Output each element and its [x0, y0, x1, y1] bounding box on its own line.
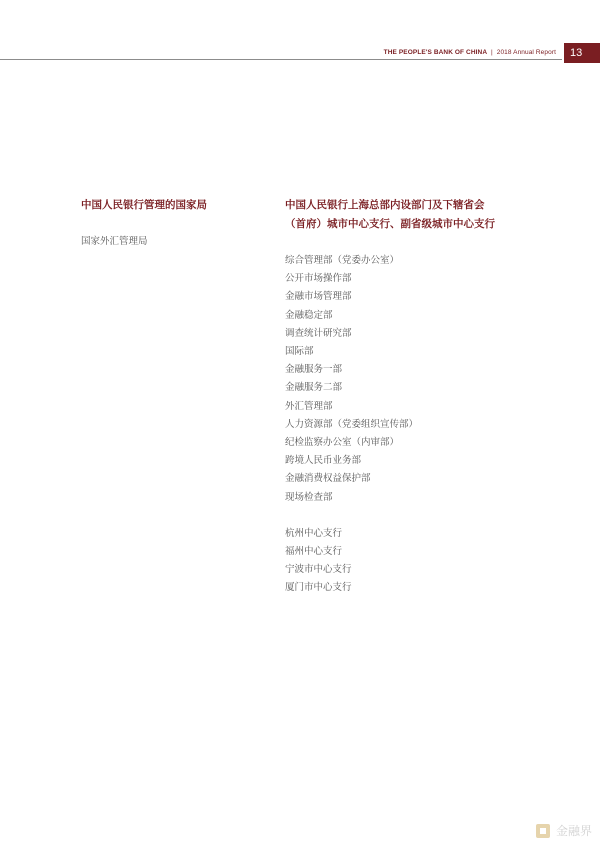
branch-item: 宁波市中心支行 [285, 564, 352, 576]
watermark [536, 822, 592, 839]
department-item: 外汇管理部 [285, 400, 333, 412]
watermark-logo-icon [536, 824, 550, 838]
department-list [285, 252, 495, 507]
department-item: 调查统计研究部 [285, 327, 352, 339]
branch-item: 福州中心支行 [285, 546, 343, 558]
department-item: 金融服务二部 [285, 382, 343, 394]
department-item: 公开市场操作部 [285, 273, 352, 285]
header-rule [0, 59, 562, 60]
department-item: 国际部 [285, 346, 314, 358]
department-item: 金融消费权益保护部 [285, 473, 371, 485]
left-heading: 中国人民银行管理的国家局 [81, 199, 207, 211]
department-item: 金融市场管理部 [285, 291, 352, 303]
watermark-text: 金融界 [555, 824, 592, 838]
branch-item: 厦门市中心支行 [285, 582, 352, 594]
department-item: 金融稳定部 [285, 309, 333, 321]
header-separator: | [491, 49, 493, 56]
right-heading-line1: 中国人民银行上海总部内设部门及下辖省会 [285, 199, 485, 211]
department-item: 人力资源部（党委组织宣传部） [285, 418, 419, 430]
branch-list [285, 525, 495, 598]
branch-item: 杭州中心支行 [285, 527, 343, 539]
department-item: 综合管理部（党委办公室） [285, 255, 400, 266]
left-column [81, 196, 207, 247]
page-number: 13 [564, 43, 600, 63]
header-report: 2018 Annual Report [496, 49, 556, 56]
header-org: THE PEOPLE'S BANK OF CHINA [383, 49, 488, 56]
right-heading-line2: （首府）城市中心支行、副省级城市中心支行 [285, 218, 495, 230]
page-header [0, 43, 600, 63]
department-item: 跨境人民币业务部 [285, 455, 362, 467]
right-column [285, 196, 495, 598]
department-item: 纪检监察办公室（内审部） [285, 437, 400, 449]
department-item: 现场检查部 [285, 491, 333, 503]
left-item: 国家外汇管理局 [81, 236, 148, 247]
header-title [384, 49, 556, 56]
department-item: 金融服务一部 [285, 364, 343, 376]
